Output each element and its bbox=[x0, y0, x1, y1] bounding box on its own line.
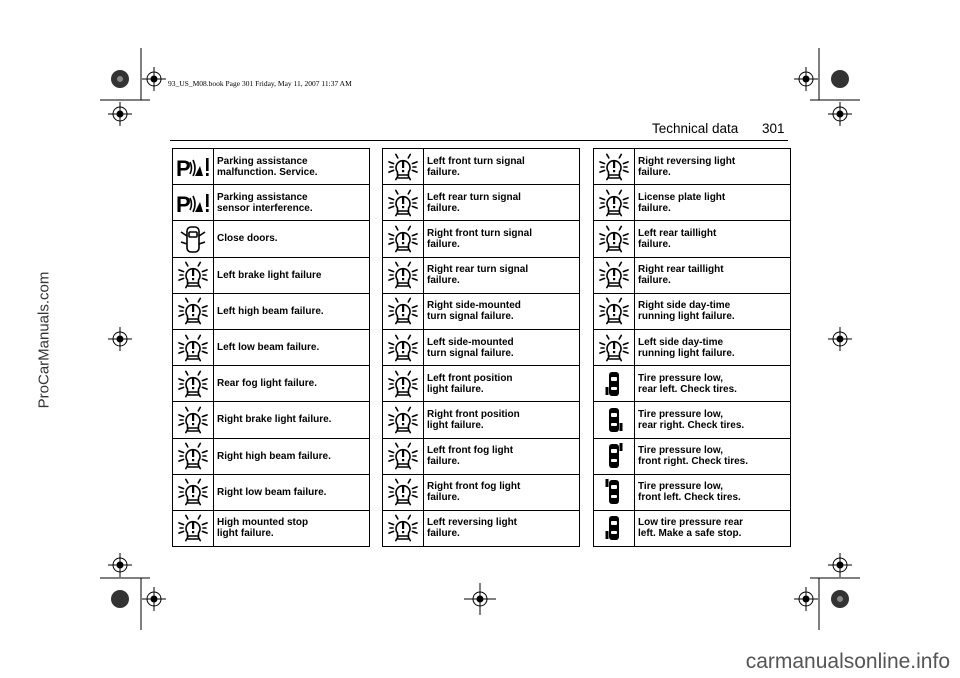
description-line: Left side day-time bbox=[638, 336, 724, 348]
warning-description bbox=[424, 474, 580, 510]
description-line: turn signal failure. bbox=[427, 311, 514, 323]
description-line: Right brake light failure. bbox=[217, 414, 332, 426]
description-line: Parking assistance bbox=[217, 155, 308, 167]
warning-row bbox=[383, 366, 580, 402]
warning-description bbox=[214, 149, 370, 185]
bulb-failure-icon bbox=[383, 510, 424, 546]
description-line: Tire pressure low, bbox=[638, 408, 724, 420]
bulb-failure-icon bbox=[173, 402, 214, 438]
page-number: 301 bbox=[762, 121, 785, 136]
warning-row bbox=[383, 149, 580, 185]
warning-row bbox=[173, 366, 370, 402]
warning-description bbox=[635, 329, 791, 365]
warning-row bbox=[173, 185, 370, 221]
description-line: Left front fog light bbox=[427, 445, 514, 457]
description-line: failure. bbox=[638, 238, 671, 250]
description-line: Parking assistance bbox=[217, 191, 308, 203]
warning-row bbox=[173, 402, 370, 438]
description-line: Tire pressure low, bbox=[638, 372, 724, 384]
description-line: Right reversing light bbox=[638, 155, 736, 167]
warning-row bbox=[173, 221, 370, 257]
warning-row bbox=[383, 474, 580, 510]
warning-description bbox=[635, 221, 791, 257]
description-line: Right low beam failure. bbox=[217, 486, 327, 498]
warning-row bbox=[383, 221, 580, 257]
description-line: Right high beam failure. bbox=[217, 450, 331, 462]
description-line: turn signal failure. bbox=[427, 347, 514, 359]
parking-assist-warning-icon bbox=[173, 149, 214, 185]
description-line: Close doors. bbox=[217, 233, 278, 245]
bulb-failure-icon bbox=[173, 474, 214, 510]
bulb-failure-icon bbox=[383, 221, 424, 257]
warning-description bbox=[214, 366, 370, 402]
description-line: failure. bbox=[427, 492, 460, 504]
bulb-failure-icon bbox=[594, 149, 635, 185]
description-line: Left front turn signal bbox=[427, 155, 525, 167]
tire-pressure-front-left-icon bbox=[594, 474, 635, 510]
description-line: rear left. Check tires. bbox=[638, 383, 737, 395]
warning-description bbox=[214, 474, 370, 510]
description-line: rear right. Check tires. bbox=[638, 419, 745, 431]
description-line: License plate light bbox=[638, 191, 726, 203]
warning-description bbox=[635, 185, 791, 221]
bulb-failure-icon bbox=[383, 149, 424, 185]
warning-description bbox=[635, 293, 791, 329]
tire-pressure-rear-left-icon bbox=[594, 510, 635, 546]
warning-description bbox=[214, 438, 370, 474]
warning-row bbox=[383, 402, 580, 438]
description-line: malfunction. Service. bbox=[217, 166, 318, 178]
warning-row bbox=[383, 257, 580, 293]
section-title: Technical data bbox=[652, 121, 739, 136]
description-line: Right side day-time bbox=[638, 300, 731, 312]
tire-pressure-front-right-icon bbox=[594, 438, 635, 474]
warning-description bbox=[424, 329, 580, 365]
bulb-failure-icon bbox=[594, 293, 635, 329]
warning-row bbox=[594, 402, 791, 438]
bulb-failure-icon bbox=[383, 185, 424, 221]
warning-description bbox=[635, 474, 791, 510]
description-line: failure. bbox=[427, 202, 460, 214]
description-line: running light failure. bbox=[638, 311, 735, 323]
warning-description bbox=[635, 402, 791, 438]
warning-description bbox=[214, 293, 370, 329]
warning-description bbox=[424, 149, 580, 185]
warning-description bbox=[424, 257, 580, 293]
warning-row bbox=[594, 185, 791, 221]
description-line: running light failure. bbox=[638, 347, 735, 359]
description-line: failure. bbox=[427, 456, 460, 468]
bulb-failure-icon bbox=[383, 293, 424, 329]
warning-row bbox=[173, 257, 370, 293]
warning-description bbox=[635, 257, 791, 293]
description-line: Left reversing light bbox=[427, 517, 518, 529]
description-line: Right side-mounted bbox=[427, 300, 521, 312]
tire-pressure-rear-right-icon bbox=[594, 402, 635, 438]
warning-description bbox=[214, 402, 370, 438]
warning-description bbox=[214, 221, 370, 257]
description-line: Low tire pressure rear bbox=[638, 517, 744, 529]
description-line: Right rear turn signal bbox=[427, 264, 529, 276]
description-line: Right front turn signal bbox=[427, 227, 532, 239]
warning-table-middle bbox=[382, 148, 580, 547]
door-open-car-icon bbox=[173, 221, 214, 257]
bulb-failure-icon bbox=[173, 329, 214, 365]
warning-row bbox=[173, 438, 370, 474]
warning-description bbox=[214, 510, 370, 546]
description-line: front right. Check tires. bbox=[638, 456, 749, 468]
parking-assist-warning-icon bbox=[173, 185, 214, 221]
description-line: failure. bbox=[638, 275, 671, 287]
bulb-failure-icon bbox=[173, 510, 214, 546]
warning-row bbox=[594, 221, 791, 257]
bulb-failure-icon bbox=[383, 474, 424, 510]
description-line: front left. Check tires. bbox=[638, 492, 741, 504]
description-line: Left high beam failure. bbox=[217, 305, 324, 317]
svg-text:P: P bbox=[176, 155, 191, 181]
warning-row bbox=[173, 293, 370, 329]
description-line: failure. bbox=[427, 275, 460, 287]
description-line: sensor interference. bbox=[217, 202, 313, 214]
warning-row bbox=[594, 293, 791, 329]
description-line: Right front fog light bbox=[427, 481, 521, 493]
description-line: Left side-mounted bbox=[427, 336, 514, 348]
description-line: failure. bbox=[427, 238, 460, 250]
tire-pressure-rear-left-icon bbox=[594, 366, 635, 402]
bulb-failure-icon bbox=[383, 438, 424, 474]
warning-row bbox=[594, 329, 791, 365]
warning-description bbox=[635, 510, 791, 546]
description-line: failure. bbox=[638, 202, 671, 214]
warning-description bbox=[424, 402, 580, 438]
description-line: light failure. bbox=[427, 419, 484, 431]
description-line: Tire pressure low, bbox=[638, 481, 724, 493]
bulb-failure-icon bbox=[173, 293, 214, 329]
bulb-failure-icon bbox=[383, 402, 424, 438]
warning-row bbox=[594, 510, 791, 546]
warning-row bbox=[173, 329, 370, 365]
warning-description bbox=[214, 329, 370, 365]
bulb-failure-icon bbox=[383, 257, 424, 293]
warning-description bbox=[214, 257, 370, 293]
warning-row bbox=[383, 329, 580, 365]
description-line: failure. bbox=[427, 166, 460, 178]
footer-watermark: carmanualsonline.info bbox=[745, 650, 950, 673]
description-line: failure. bbox=[638, 166, 671, 178]
warning-description bbox=[214, 185, 370, 221]
warning-row bbox=[383, 293, 580, 329]
header-rule bbox=[170, 140, 788, 141]
warning-table-left bbox=[172, 148, 370, 547]
warning-row bbox=[594, 438, 791, 474]
warning-description bbox=[424, 510, 580, 546]
warning-description bbox=[424, 438, 580, 474]
description-line: Left rear turn signal bbox=[427, 191, 521, 203]
warning-row bbox=[173, 474, 370, 510]
description-line: Rear fog light failure. bbox=[217, 378, 318, 390]
bulb-failure-icon bbox=[383, 366, 424, 402]
description-line: Right front position bbox=[427, 408, 520, 420]
warning-description bbox=[635, 149, 791, 185]
description-line: Left brake light failure bbox=[217, 269, 322, 281]
bulb-failure-icon bbox=[383, 329, 424, 365]
bulb-failure-icon bbox=[173, 366, 214, 402]
warning-row bbox=[594, 149, 791, 185]
description-line: Left low beam failure. bbox=[217, 342, 320, 354]
warning-table-right bbox=[593, 148, 791, 547]
bulb-failure-icon bbox=[594, 329, 635, 365]
description-line: light failure. bbox=[217, 528, 274, 540]
bulb-failure-icon bbox=[594, 257, 635, 293]
description-line: failure. bbox=[427, 528, 460, 540]
warning-description bbox=[424, 185, 580, 221]
description-line: light failure. bbox=[427, 383, 484, 395]
warning-description bbox=[635, 366, 791, 402]
book-id-line: 93_US_M08.book Page 301 Friday, May 11, 2007 11:37 AM bbox=[168, 79, 352, 88]
description-line: Tire pressure low, bbox=[638, 445, 724, 457]
svg-text:P: P bbox=[176, 191, 191, 217]
warning-row bbox=[383, 510, 580, 546]
warning-row bbox=[173, 510, 370, 546]
description-line: Left rear taillight bbox=[638, 227, 717, 239]
bulb-failure-icon bbox=[173, 438, 214, 474]
warning-row bbox=[383, 438, 580, 474]
warning-description bbox=[635, 438, 791, 474]
warning-row bbox=[383, 185, 580, 221]
warning-description bbox=[424, 293, 580, 329]
warning-row bbox=[594, 257, 791, 293]
bulb-failure-icon bbox=[173, 257, 214, 293]
warning-description bbox=[424, 366, 580, 402]
warning-row bbox=[594, 366, 791, 402]
description-line: Right rear taillight bbox=[638, 264, 724, 276]
bulb-failure-icon bbox=[594, 185, 635, 221]
bulb-failure-icon bbox=[594, 221, 635, 257]
warning-description bbox=[424, 221, 580, 257]
warning-row bbox=[173, 149, 370, 185]
description-line: High mounted stop bbox=[217, 517, 309, 529]
description-line: left. Make a safe stop. bbox=[638, 528, 742, 540]
description-line: Left front position bbox=[427, 372, 513, 384]
warning-row bbox=[594, 474, 791, 510]
